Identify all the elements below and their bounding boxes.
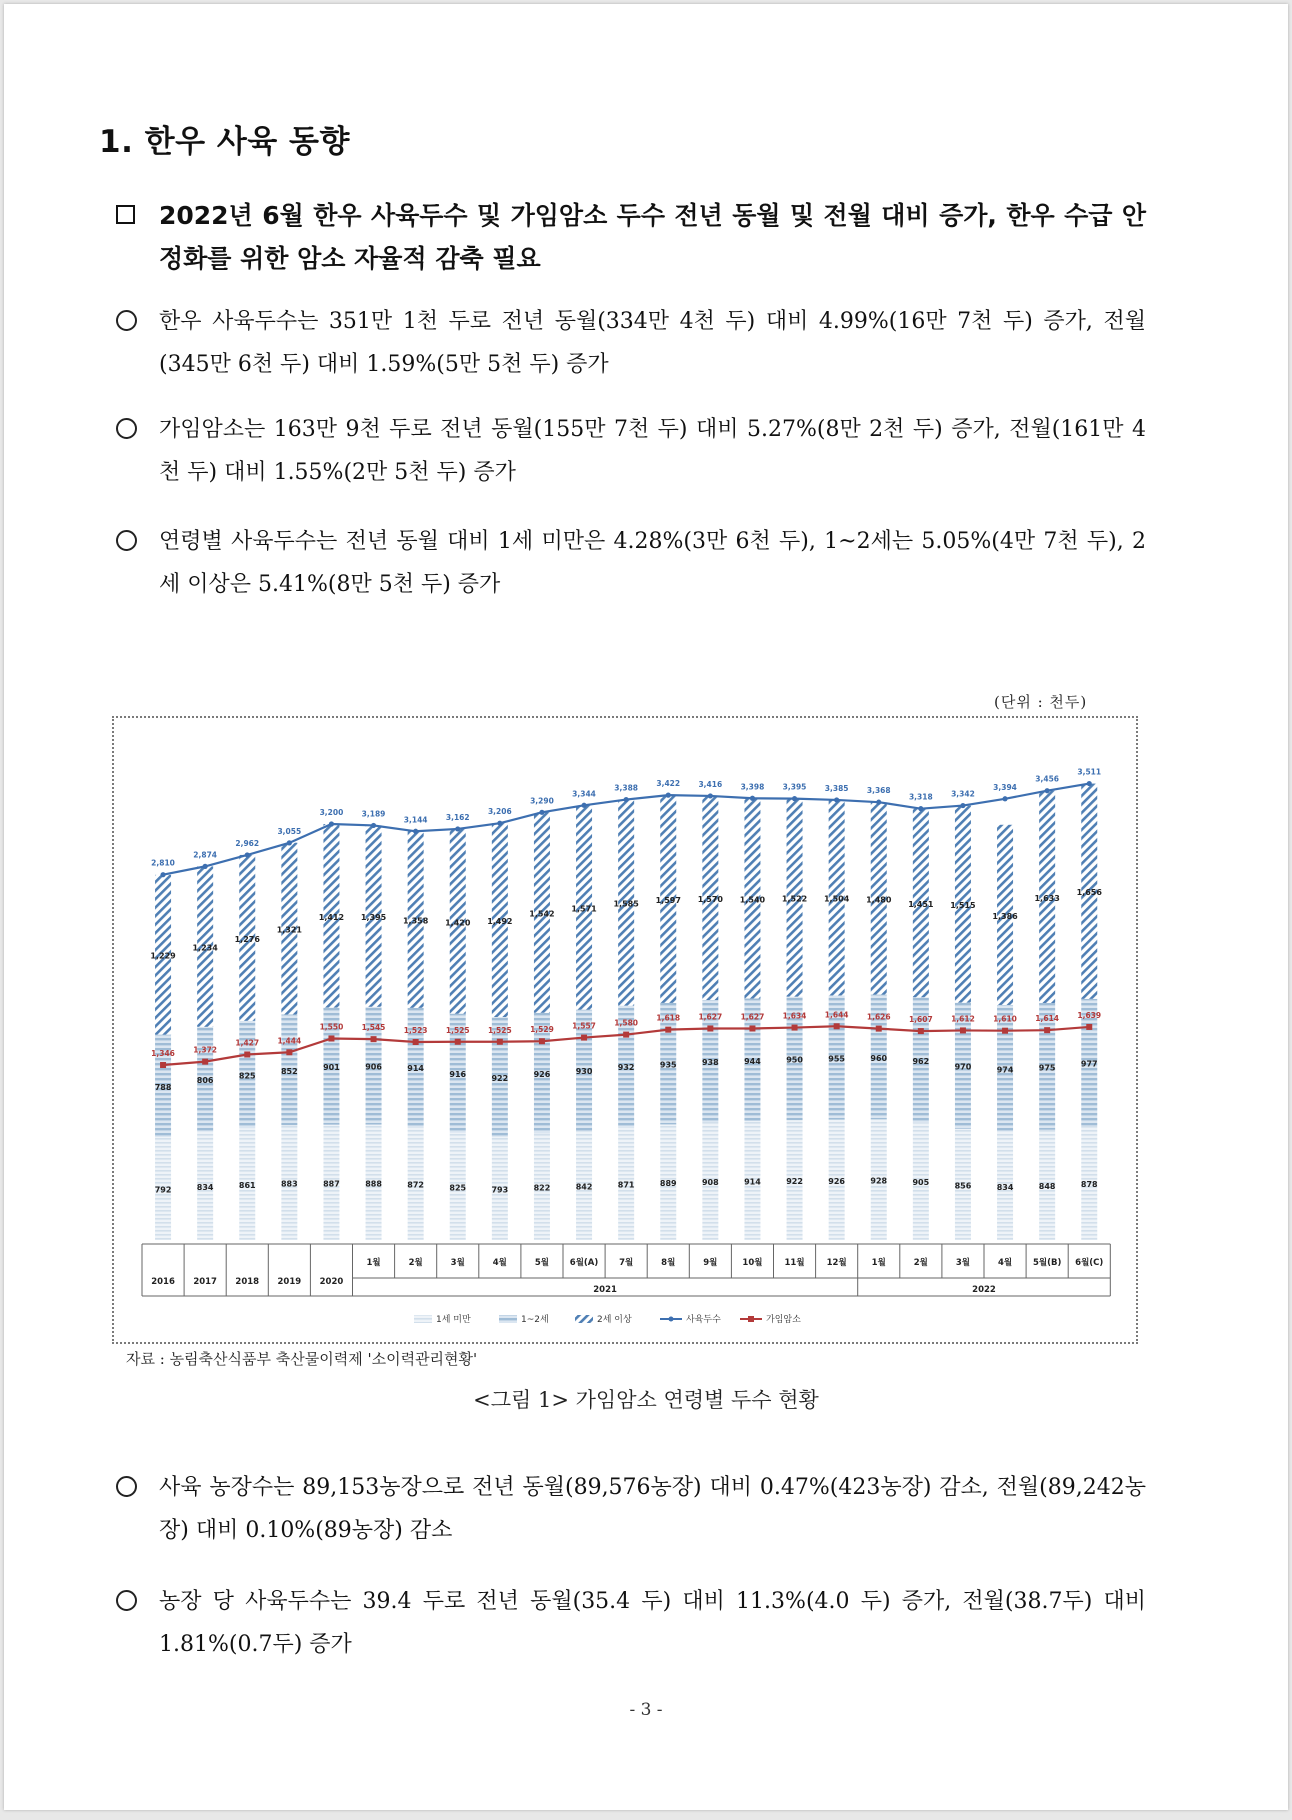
point-total xyxy=(245,852,250,857)
point-cows xyxy=(918,1028,924,1034)
point-cows xyxy=(371,1036,377,1042)
label-cows: 1,557 xyxy=(572,1021,596,1031)
label-one-two: 975 xyxy=(1038,1063,1056,1073)
label-total: 3,055 xyxy=(277,826,302,836)
category-label: 2020 xyxy=(319,1277,344,1287)
point-cows xyxy=(581,1035,587,1041)
point-total xyxy=(413,829,418,834)
category-label: 1월 xyxy=(366,1258,381,1268)
label-over2: 1,571 xyxy=(571,904,597,914)
label-total: 2,810 xyxy=(151,858,175,868)
label-one-two: 960 xyxy=(870,1053,888,1063)
bullet-item xyxy=(116,520,1146,606)
label-under1: 889 xyxy=(659,1179,677,1189)
label-cows: 1,627 xyxy=(740,1012,765,1022)
label-over2: 1,633 xyxy=(1034,893,1060,903)
category-label: 6월(A) xyxy=(569,1258,599,1268)
label-over2: 1,585 xyxy=(613,899,639,909)
label-one-two: 825 xyxy=(238,1071,256,1081)
label-under1: 922 xyxy=(786,1177,803,1187)
point-total xyxy=(1045,788,1050,793)
point-cows xyxy=(497,1039,503,1045)
document-page xyxy=(4,4,1288,1810)
label-one-two: 944 xyxy=(744,1056,761,1066)
label-cows: 1,525 xyxy=(487,1025,512,1035)
label-cows: 1,618 xyxy=(656,1013,681,1023)
label-over2: 1,420 xyxy=(445,918,471,928)
point-cows xyxy=(244,1051,250,1057)
age-group-chart xyxy=(114,718,1136,1342)
circle-bullet-icon xyxy=(116,1476,137,1497)
label-one-two: 974 xyxy=(996,1065,1014,1075)
label-under1: 878 xyxy=(1080,1179,1098,1189)
category-label: 4월 xyxy=(492,1258,507,1268)
label-one-two: 926 xyxy=(533,1069,551,1079)
label-under1: 883 xyxy=(280,1179,298,1189)
label-over2: 1,451 xyxy=(908,899,934,909)
label-under1: 834 xyxy=(196,1182,214,1192)
category-label: 3월 xyxy=(955,1258,971,1268)
category-label: 2016 xyxy=(151,1277,175,1287)
label-cows: 1,639 xyxy=(1077,1010,1102,1020)
category-label: 10월 xyxy=(742,1258,763,1268)
label-total: 3,290 xyxy=(530,796,554,806)
category-label: 5월(B) xyxy=(1032,1258,1062,1268)
label-total: 3,456 xyxy=(1035,774,1060,784)
label-over2: 1,358 xyxy=(402,916,429,926)
category-label: 1월 xyxy=(871,1258,886,1268)
label-under1: 825 xyxy=(449,1183,467,1193)
point-total xyxy=(1087,781,1092,786)
page-number: - 3 - xyxy=(629,1700,663,1720)
point-cows xyxy=(1086,1024,1092,1030)
label-over2: 1,542 xyxy=(529,909,555,919)
point-cows xyxy=(286,1049,292,1055)
point-cows xyxy=(665,1027,671,1033)
label-total: 3,344 xyxy=(572,789,596,799)
chart-frame xyxy=(112,716,1138,1344)
point-cows xyxy=(455,1039,461,1045)
label-under1: 842 xyxy=(575,1182,593,1192)
point-total xyxy=(160,872,165,877)
label-cows: 1,612 xyxy=(951,1014,975,1024)
year-group-label: 2022 xyxy=(972,1285,996,1295)
circle-bullet-icon xyxy=(116,310,137,331)
label-one-two: 806 xyxy=(196,1076,214,1086)
section-title: 1. 한우 사육 동향 xyxy=(99,124,350,160)
point-cows xyxy=(623,1032,629,1038)
label-over2: 1,395 xyxy=(360,913,387,923)
legend-label: 1~2세 xyxy=(521,1315,549,1325)
category-label: 2019 xyxy=(277,1277,302,1287)
point-total xyxy=(624,797,629,802)
legend-label: 사육두수 xyxy=(686,1315,721,1325)
headline-text: 2022년 6월 한우 사육두수 및 가임암소 두수 전년 동월 및 전월 대비 증가, 한우 수급 안정화를 위한 암소 자율적 감축 필요 xyxy=(159,201,1146,273)
legend-marker xyxy=(669,1317,674,1322)
label-under1: 822 xyxy=(533,1183,551,1193)
label-total: 2,874 xyxy=(193,850,218,860)
label-one-two: 852 xyxy=(280,1066,298,1076)
label-cows: 1,644 xyxy=(824,1010,849,1020)
category-label: 3월 xyxy=(450,1258,465,1268)
bullet-item xyxy=(116,1466,1146,1552)
point-cows xyxy=(960,1027,966,1033)
label-under1: 848 xyxy=(1038,1181,1056,1191)
label-total: 3,342 xyxy=(951,789,975,799)
label-one-two: 950 xyxy=(786,1055,803,1065)
label-cows: 1,529 xyxy=(530,1025,554,1035)
label-over2: 1,412 xyxy=(318,912,345,922)
label-over2: 1,504 xyxy=(823,894,850,904)
category-label: 4월 xyxy=(997,1258,1013,1268)
label-one-two: 930 xyxy=(575,1067,593,1077)
label-over2: 1,276 xyxy=(234,934,260,944)
label-total: 3,206 xyxy=(487,807,512,817)
label-under1: 905 xyxy=(912,1178,930,1188)
label-under1: 888 xyxy=(365,1179,382,1189)
label-under1: 861 xyxy=(238,1181,256,1191)
category-label: 2018 xyxy=(235,1277,260,1287)
square-bullet-icon xyxy=(116,205,135,224)
label-under1: 928 xyxy=(870,1176,888,1186)
label-over2: 1,570 xyxy=(697,894,724,904)
point-cows xyxy=(792,1025,798,1031)
bullet-text: 연령별 사육두수는 전년 동월 대비 1세 미만은 4.28%(3만 6천 두), 1~2세는 5.05%(4만 7천 두), 2세 이상은 5.41%(8만 5천 두) 증가 xyxy=(159,529,1146,597)
label-over2: 1,321 xyxy=(276,925,303,935)
circle-bullet-icon xyxy=(116,418,137,439)
legend-swatch xyxy=(499,1315,517,1323)
label-cows: 1,523 xyxy=(403,1026,428,1036)
label-cows: 1,444 xyxy=(277,1036,302,1046)
label-under1: 908 xyxy=(701,1177,719,1187)
label-under1: 926 xyxy=(828,1176,846,1186)
bullet-item xyxy=(116,1580,1146,1666)
legend-swatch xyxy=(414,1315,432,1323)
point-total xyxy=(287,840,292,845)
label-cows: 1,372 xyxy=(193,1045,218,1055)
point-cows xyxy=(539,1038,545,1044)
label-over2: 1,540 xyxy=(739,895,766,905)
label-cows: 1,627 xyxy=(698,1012,723,1022)
point-total xyxy=(329,821,334,826)
point-total xyxy=(1002,796,1007,801)
point-total xyxy=(876,800,881,805)
label-over2: 1,656 xyxy=(1076,888,1102,898)
label-over2: 1,480 xyxy=(866,895,892,905)
label-under1: 871 xyxy=(617,1180,635,1190)
bullet-item xyxy=(116,300,1146,386)
circle-bullet-icon xyxy=(116,530,137,551)
point-total xyxy=(371,823,376,828)
circle-bullet-icon xyxy=(116,1590,137,1611)
figure-caption: <그림 1> 가임암소 연령별 두수 현황 xyxy=(473,1388,819,1412)
label-total: 3,394 xyxy=(993,782,1017,792)
label-one-two: 922 xyxy=(491,1073,509,1083)
label-over2: 1,492 xyxy=(487,917,513,927)
label-over2: 1,386 xyxy=(992,911,1018,921)
label-total: 3,385 xyxy=(824,783,849,793)
category-label: 2월 xyxy=(913,1258,928,1268)
year-group-label: 2021 xyxy=(593,1285,617,1295)
point-cows xyxy=(707,1025,713,1031)
point-cows xyxy=(749,1025,755,1031)
point-cows xyxy=(834,1023,840,1029)
label-under1: 792 xyxy=(154,1185,172,1195)
label-one-two: 901 xyxy=(323,1063,340,1073)
label-total: 3,422 xyxy=(656,779,681,789)
label-cows: 1,614 xyxy=(1035,1014,1060,1024)
unit-note: (단위 : 천두) xyxy=(994,693,1088,711)
label-under1: 914 xyxy=(744,1177,761,1187)
label-cows: 1,626 xyxy=(866,1012,891,1022)
legend-marker xyxy=(748,1316,754,1322)
point-total xyxy=(497,821,502,826)
label-cows: 1,634 xyxy=(782,1011,807,1021)
label-under1: 793 xyxy=(491,1185,509,1195)
label-one-two: 916 xyxy=(449,1070,467,1080)
category-label: 11월 xyxy=(784,1258,805,1268)
source-note: 자료 : 농림축산식품부 축산물이력제 '소이력관리현황' xyxy=(126,1350,478,1368)
point-total xyxy=(203,864,208,869)
label-cows: 1,580 xyxy=(614,1018,639,1028)
category-label: 2017 xyxy=(193,1277,217,1287)
label-total: 3,162 xyxy=(445,812,470,822)
point-cows xyxy=(413,1039,419,1045)
label-one-two: 935 xyxy=(659,1060,677,1070)
point-total xyxy=(455,826,460,831)
legend-swatch xyxy=(575,1315,593,1323)
point-cows xyxy=(1002,1028,1008,1034)
point-total xyxy=(918,806,923,811)
label-one-two: 938 xyxy=(701,1057,719,1067)
label-total: 3,189 xyxy=(361,809,386,819)
label-total: 3,416 xyxy=(698,779,723,789)
label-total: 3,398 xyxy=(740,782,765,792)
point-total xyxy=(792,796,797,801)
label-total: 3,200 xyxy=(319,808,344,817)
label-cows: 1,550 xyxy=(319,1022,344,1032)
category-label: 9월 xyxy=(703,1258,718,1268)
label-one-two: 932 xyxy=(617,1063,635,1073)
label-total: 2,962 xyxy=(235,838,260,848)
category-label: 8월 xyxy=(661,1258,676,1268)
point-cows xyxy=(328,1036,334,1042)
label-total: 3,511 xyxy=(1077,767,1102,777)
point-total xyxy=(539,810,544,815)
bullet-text: 사육 농장수는 89,153농장으로 전년 동월(89,576농장) 대비 0.47%(423농장) 감소, 전월(89,242농장) 대비 0.10%(89농장) 감소 xyxy=(159,1475,1146,1543)
bullet-text: 농장 당 사육두수는 39.4 두로 전년 동월(35.4 두) 대비 11.3%(4.0 두) 증가, 전월(38.7두) 대비 1.81%(0.7두) 증가 xyxy=(159,1589,1146,1657)
label-over2: 1,597 xyxy=(655,896,681,906)
label-total: 3,318 xyxy=(908,792,933,802)
label-one-two: 788 xyxy=(154,1082,172,1092)
label-cows: 1,346 xyxy=(151,1049,175,1059)
headline xyxy=(116,194,1146,280)
point-cows xyxy=(876,1026,882,1032)
label-over2: 1,234 xyxy=(192,943,218,953)
point-total xyxy=(750,796,755,801)
point-total xyxy=(960,803,965,808)
point-total xyxy=(581,803,586,808)
label-over2: 1,522 xyxy=(781,894,808,904)
label-total: 3,395 xyxy=(782,782,807,792)
legend-label: 2세 이상 xyxy=(597,1315,632,1325)
category-label: 5월 xyxy=(534,1258,550,1268)
label-cows: 1,545 xyxy=(361,1023,386,1033)
point-total xyxy=(666,793,671,798)
point-cows xyxy=(202,1059,208,1065)
label-one-two: 962 xyxy=(912,1056,930,1066)
legend-label: 가임암소 xyxy=(766,1315,801,1325)
label-over2: 1,515 xyxy=(950,901,976,911)
label-total: 3,388 xyxy=(614,783,639,793)
label-total: 3,144 xyxy=(403,815,428,825)
label-one-two: 970 xyxy=(954,1062,972,1072)
label-cows: 1,607 xyxy=(908,1015,933,1025)
bullet-text: 가임암소는 163만 9천 두로 전년 동월(155만 7천 두) 대비 5.27%(8만 2천 두) 증가, 전월(161만 4천 두) 대비 1.55%(2만 5천 두) 증가 xyxy=(159,417,1146,485)
bullet-text: 한우 사육두수는 351만 1천 두로 전년 동월(334만 4천 두) 대비 4.99%(16만 7천 두) 증가, 전월(345만 6천 두) 대비 1.59%(5만 5천 두) 증가 xyxy=(159,309,1146,377)
label-one-two: 914 xyxy=(407,1064,425,1074)
label-cows: 1,525 xyxy=(445,1025,470,1035)
point-total xyxy=(834,797,839,802)
category-label: 6월(C) xyxy=(1075,1258,1104,1268)
point-cows xyxy=(160,1062,166,1068)
category-label: 12월 xyxy=(826,1258,847,1268)
category-label: 7월 xyxy=(619,1258,634,1268)
label-cows: 1,610 xyxy=(993,1014,1017,1024)
label-one-two: 906 xyxy=(365,1062,382,1072)
label-over2: 1,229 xyxy=(150,951,176,961)
category-label: 2월 xyxy=(408,1258,423,1268)
label-under1: 887 xyxy=(323,1179,340,1189)
label-under1: 872 xyxy=(407,1180,425,1190)
bullet-item xyxy=(116,408,1146,494)
point-total xyxy=(708,793,713,798)
legend-label: 1세 미만 xyxy=(436,1315,471,1325)
point-cows xyxy=(1044,1027,1050,1033)
label-one-two: 955 xyxy=(828,1054,846,1064)
label-total: 3,368 xyxy=(866,786,891,796)
label-under1: 834 xyxy=(996,1182,1014,1192)
label-cows: 1,427 xyxy=(235,1038,260,1048)
label-one-two: 977 xyxy=(1080,1059,1098,1069)
label-under1: 856 xyxy=(954,1181,972,1191)
